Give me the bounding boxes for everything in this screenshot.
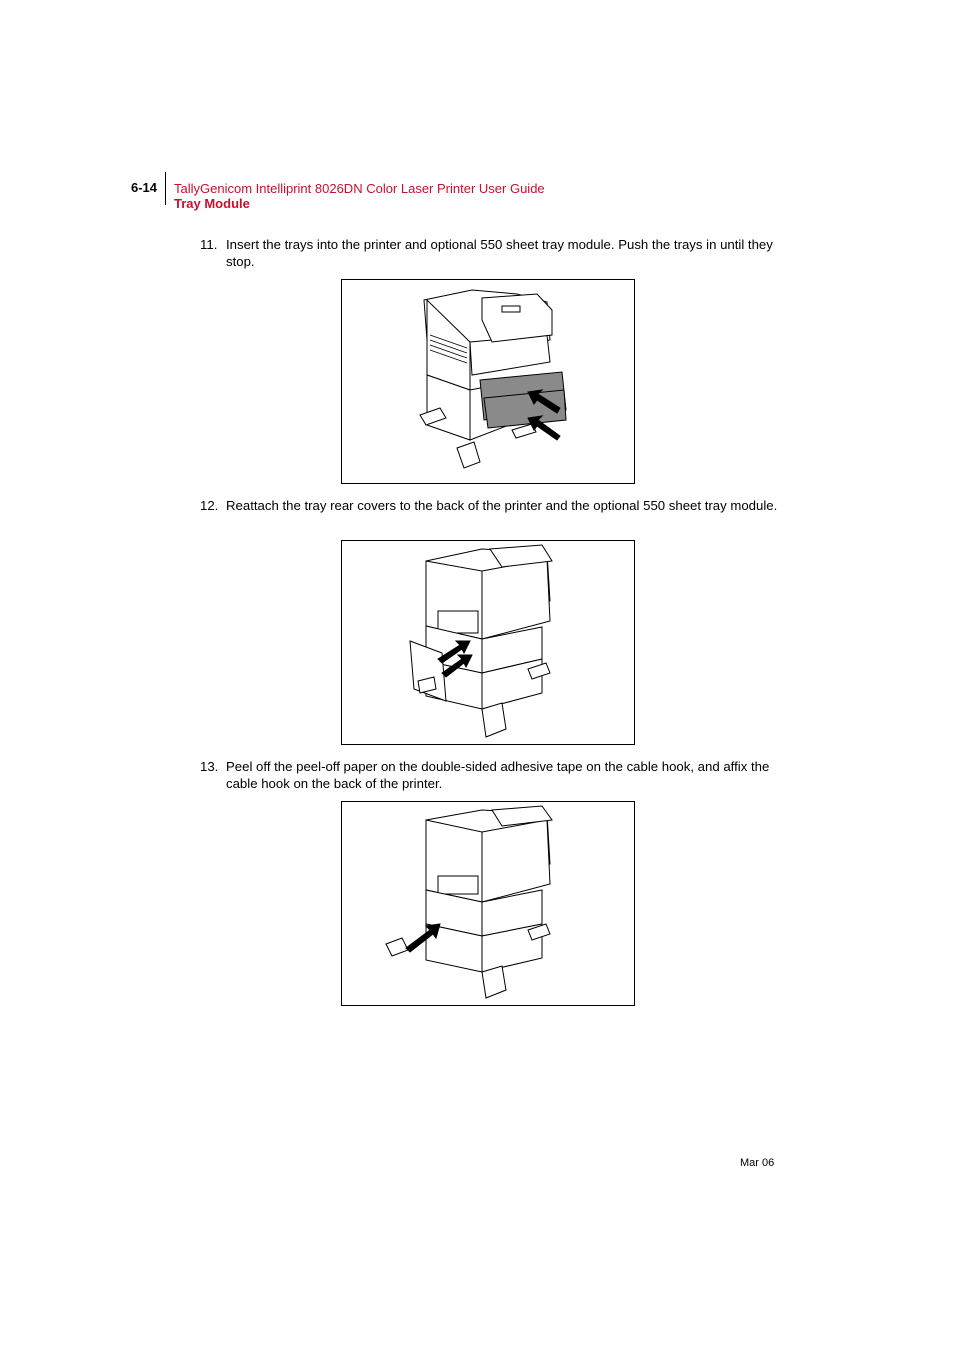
figure-insert-trays [341, 279, 635, 484]
step-number: 11. [200, 237, 218, 252]
document-title: TallyGenicom Intelliprint 8026DN Color Laser Printer User Guide [174, 181, 545, 196]
figure-cable-hook [341, 801, 635, 1006]
footer-date: Mar 06 [740, 1157, 775, 1169]
printer-trays-illustration [342, 280, 634, 483]
printer-rear-covers-illustration [342, 541, 634, 744]
page-number: 6-14 [131, 180, 158, 195]
step-number: 13. [200, 759, 219, 774]
step-text: Insert the trays into the printer and optional 550 sheet tray module. Push the trays in until they stop. [226, 237, 773, 269]
figure-reattach-covers [341, 540, 635, 745]
step-number: 12. [200, 498, 219, 513]
step-text: Reattach the tray rear covers to the back of the printer and the optional 550 sheet tray module. [226, 498, 778, 513]
printer-cable-hook-illustration [342, 802, 634, 1005]
header-divider [165, 172, 166, 205]
section-title: Tray Module [174, 196, 250, 211]
step-text: Peel off the peel-off paper on the double-sided adhesive tape on the cable hook, and affix the cable hook on the back of the printer. [226, 759, 770, 791]
